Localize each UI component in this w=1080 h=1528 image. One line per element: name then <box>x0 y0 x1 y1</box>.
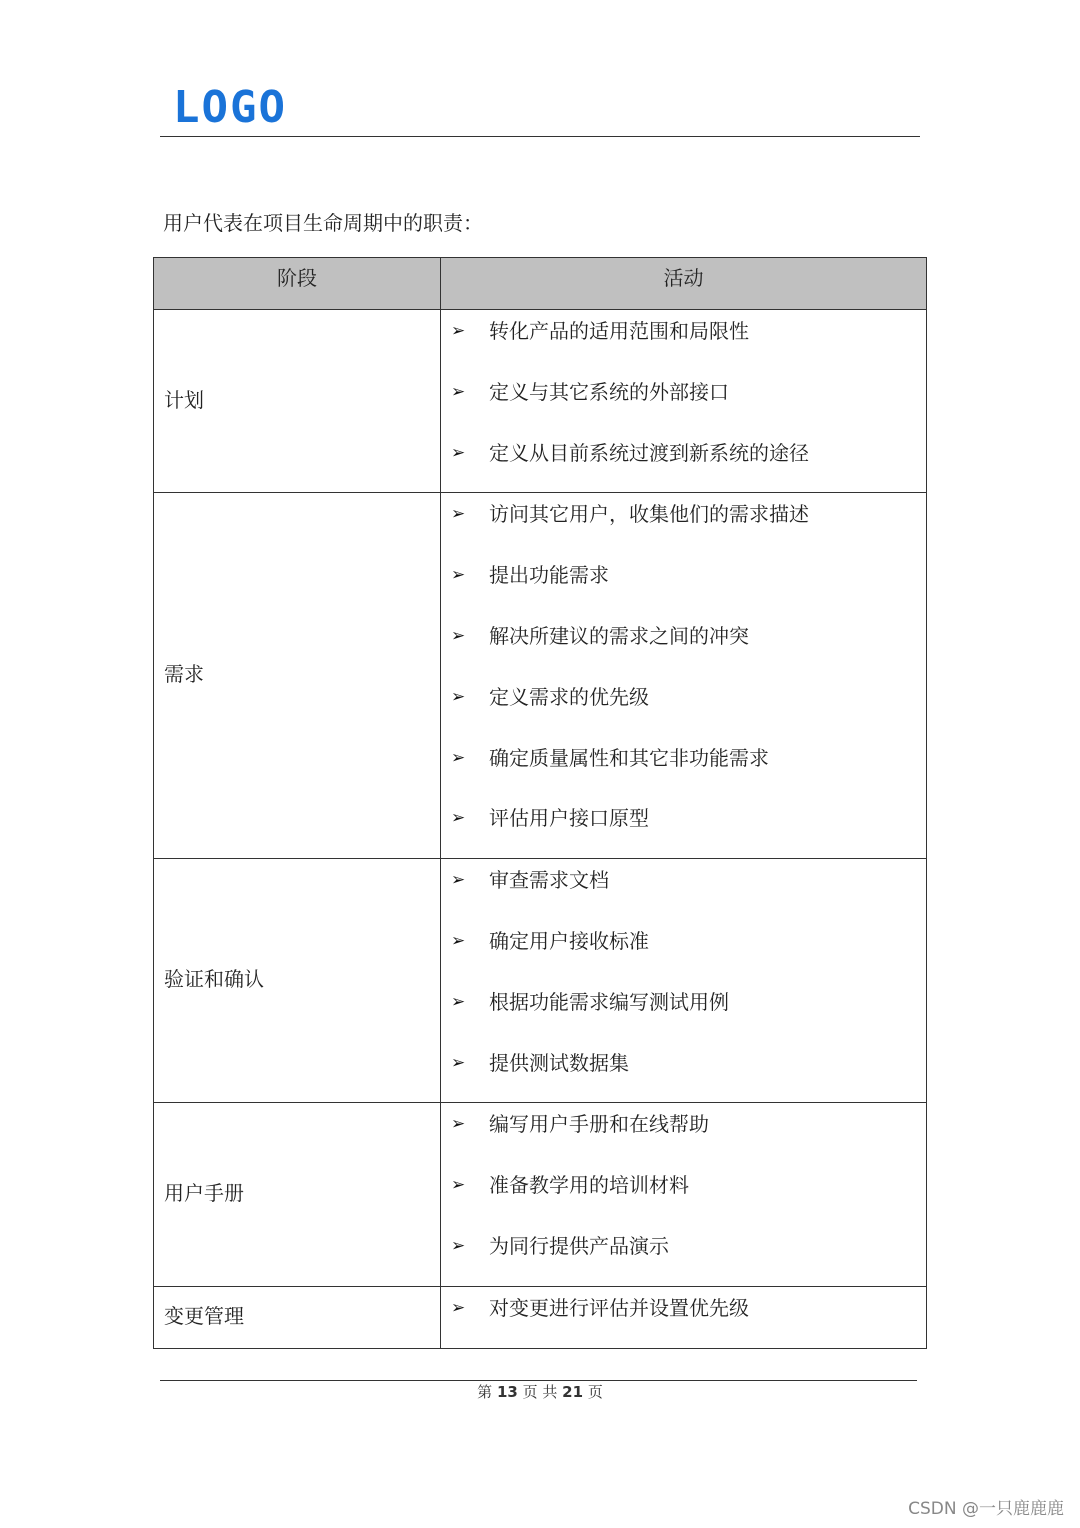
logo: LOGO <box>173 82 287 133</box>
activity-item <box>441 737 926 798</box>
activity-text: 确定用户接收标准 <box>489 928 649 953</box>
footer-suffix: 页 <box>587 1383 603 1401</box>
activity-text: 编写用户手册和在线帮助 <box>489 1112 709 1137</box>
activities-cell <box>441 1286 927 1348</box>
arrow-bullet-icon: ➢ <box>451 686 466 707</box>
arrow-bullet-icon: ➢ <box>451 1175 466 1196</box>
activity-text: 为同行提供产品演示 <box>489 1233 669 1258</box>
activity-text: 解决所建议的需求之间的冲突 <box>489 623 749 648</box>
arrow-bullet-icon: ➢ <box>451 1297 466 1318</box>
phase-cell: 计划 <box>154 310 441 493</box>
activity-item <box>441 615 926 676</box>
activity-item <box>441 920 926 981</box>
activity-item <box>441 859 926 920</box>
activity-text: 确定质量属性和其它非功能需求 <box>489 745 769 770</box>
activity-text: 评估用户接口原型 <box>489 806 649 831</box>
table-header-row <box>154 258 927 310</box>
activity-item <box>441 676 926 737</box>
arrow-bullet-icon: ➢ <box>451 504 466 525</box>
phase-cell: 验证和确认 <box>154 859 441 1103</box>
watermark: CSDN @一只鹿鹿鹿 <box>908 1499 1064 1519</box>
arrow-bullet-icon: ➢ <box>451 747 466 768</box>
activity-item <box>441 1287 926 1348</box>
activity-item <box>441 981 926 1042</box>
activity-list <box>441 493 926 858</box>
activity-item <box>441 1164 926 1225</box>
footer-current-page: 13 <box>496 1383 518 1401</box>
arrow-bullet-icon: ➢ <box>451 321 466 341</box>
activity-text: 定义从目前系统过渡到新系统的途径 <box>489 440 809 465</box>
arrow-bullet-icon: ➢ <box>451 442 466 463</box>
footer-middle: 页 共 <box>522 1383 558 1401</box>
footer-total-pages: 21 <box>562 1383 584 1401</box>
table-row <box>154 493 927 859</box>
arrow-bullet-icon: ➢ <box>451 808 466 829</box>
arrow-bullet-icon: ➢ <box>451 1114 466 1135</box>
activity-text: 准备教学用的培训材料 <box>489 1173 689 1198</box>
activity-item <box>441 554 926 615</box>
activity-item <box>441 1103 926 1164</box>
activity-text: 提供测试数据集 <box>489 1050 629 1075</box>
activity-list <box>441 1103 926 1285</box>
footer-prefix: 第 <box>477 1383 493 1401</box>
intro-text: 用户代表在项目生命周期中的职责： <box>163 211 483 235</box>
activity-text: 转化产品的适用范围和局限性 <box>489 319 749 343</box>
activity-list <box>441 859 926 1102</box>
header-activity: 活动 <box>441 258 927 310</box>
table-row <box>154 1103 927 1286</box>
activity-item <box>441 432 926 493</box>
activity-item <box>441 1225 926 1286</box>
activity-item <box>441 493 926 554</box>
page-footer <box>0 1382 1080 1402</box>
activity-item <box>441 371 926 432</box>
footer-rule <box>160 1380 917 1381</box>
activity-text: 根据功能需求编写测试用例 <box>489 989 729 1014</box>
table-row <box>154 1286 927 1348</box>
activities-cell <box>441 859 927 1103</box>
table-row <box>154 859 927 1103</box>
activity-list <box>441 1287 926 1348</box>
activities-cell <box>441 493 927 859</box>
activities-cell <box>441 310 927 493</box>
activity-item <box>441 310 926 371</box>
arrow-bullet-icon: ➢ <box>451 381 466 402</box>
activity-text: 审查需求文档 <box>489 868 609 893</box>
activity-text: 定义需求的优先级 <box>489 684 649 709</box>
header-phase: 阶段 <box>154 258 441 310</box>
arrow-bullet-icon: ➢ <box>451 1235 466 1256</box>
table-body <box>154 310 927 1349</box>
responsibility-table <box>153 257 927 1349</box>
header-rule <box>160 136 920 137</box>
phase-cell: 变更管理 <box>154 1286 441 1348</box>
arrow-bullet-icon: ➢ <box>451 930 466 951</box>
phase-cell: 需求 <box>154 493 441 859</box>
activity-text: 对变更进行评估并设置优先级 <box>489 1295 749 1320</box>
activity-item <box>441 797 926 858</box>
phase-cell: 用户手册 <box>154 1103 441 1286</box>
arrow-bullet-icon: ➢ <box>451 870 466 891</box>
arrow-bullet-icon: ➢ <box>451 1052 466 1073</box>
arrow-bullet-icon: ➢ <box>451 991 466 1012</box>
activity-text: 访问其它用户，收集他们的需求描述 <box>489 502 809 527</box>
arrow-bullet-icon: ➢ <box>451 625 466 646</box>
activity-text: 定义与其它系统的外部接口 <box>489 379 729 404</box>
activity-item <box>441 1042 926 1103</box>
activities-cell <box>441 1103 927 1286</box>
arrow-bullet-icon: ➢ <box>451 565 466 586</box>
activity-list <box>441 310 926 492</box>
table-row <box>154 310 927 493</box>
activity-text: 提出功能需求 <box>489 563 609 588</box>
